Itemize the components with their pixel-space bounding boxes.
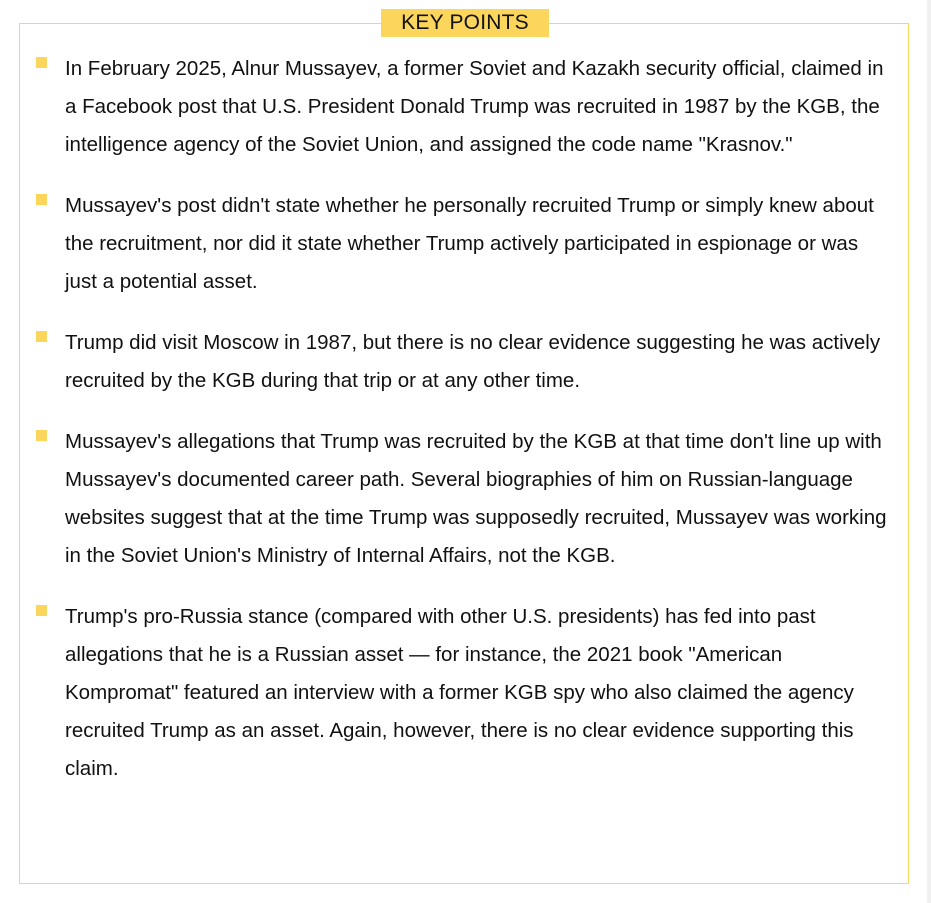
key-point-text: Trump's pro-Russia stance (compared with other U.S. presidents) has fed into past allegations that he is a Russian asset — for instance, the 2021 book "American Kompromat" featured an interview with a former KGB spy who also claimed the agency recruited Trump as an asset. Again, however, there is no clear evidence supporting this claim. (65, 605, 854, 780)
key-point-item (20, 187, 900, 301)
key-point-text: Mussayev's allegations that Trump was recruited by the KGB at that time don't line up with Mussayev's documented career path. Several biographies of him on Russian-language websites suggest that at the time Trump was supposedly recruited, Mussayev was working in the Soviet Union's Ministry of Internal Affairs, not the KGB. (65, 430, 887, 567)
scrollbar-track[interactable] (927, 0, 931, 903)
square-bullet-icon (36, 331, 47, 342)
square-bullet-icon (36, 605, 47, 616)
key-point-text: Mussayev's post didn't state whether he personally recruited Trump or simply knew about the recruitment, nor did it state whether Trump actively participated in espionage or was just a potential asset. (65, 194, 874, 293)
key-points-title: KEY POINTS (381, 9, 549, 37)
key-points-box (19, 23, 909, 884)
key-points-list (20, 50, 900, 811)
key-point-text: In February 2025, Alnur Mussayev, a former Soviet and Kazakh security official, claimed in a Facebook post that U.S. President Donald Trump was recruited in 1987 by the KGB, the intelligence agency of the Soviet Union, and assigned the code name "Krasnov." (65, 57, 884, 156)
square-bullet-icon (36, 57, 47, 68)
key-point-item (20, 423, 900, 575)
square-bullet-icon (36, 430, 47, 441)
key-point-item (20, 324, 900, 400)
key-point-item (20, 598, 900, 788)
key-point-item (20, 50, 900, 164)
key-point-text: Trump did visit Moscow in 1987, but there is no clear evidence suggesting he was actively recruited by the KGB during that trip or at any other time. (65, 331, 881, 392)
square-bullet-icon (36, 194, 47, 205)
